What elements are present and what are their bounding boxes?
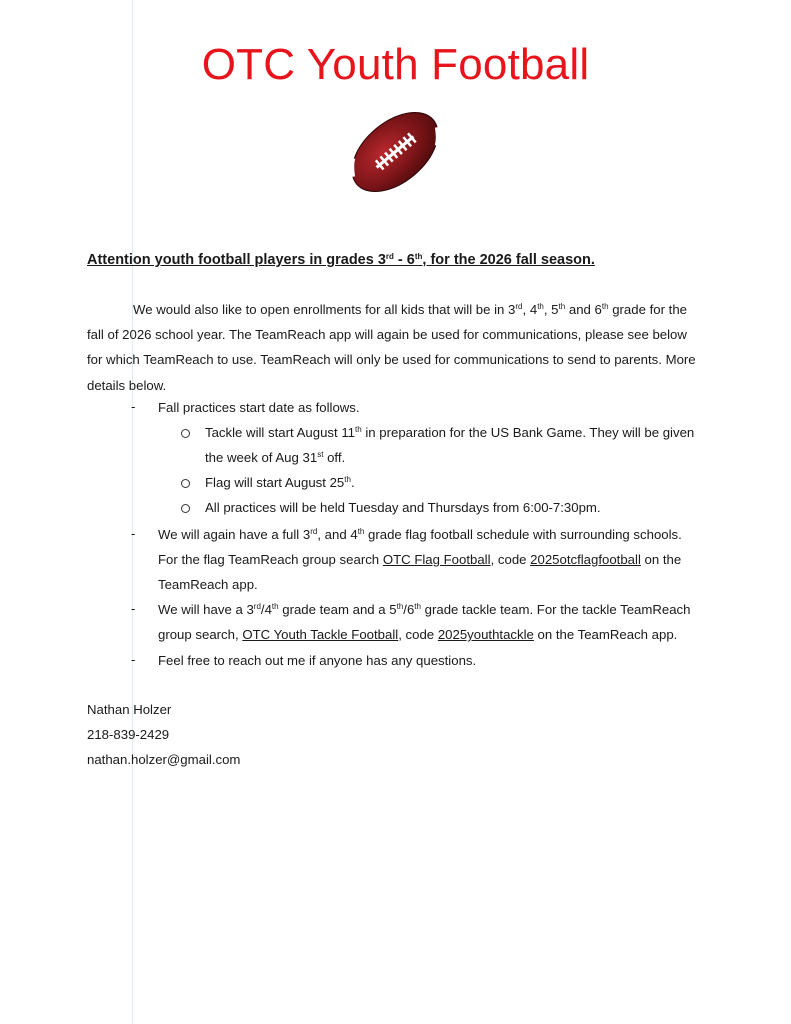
intro-paragraph: We would also like to open enrollments for all kids that will be in 3rd, 4th, 5th and 6th grade for the fall of 2026 school year. The TeamReach app will again be used for communications, please see below for which TeamReach to use. TeamReach will only be used for communications to send to parents. More details below. (87, 302, 696, 393)
signature-email[interactable]: nathan.holzer@gmail.com (87, 752, 241, 767)
attention-heading: Attention youth football players in grades 3rd - 6th, for the 2026 fall season. (87, 252, 595, 268)
bullet-practices: Fall practices start date as follows. (158, 400, 360, 415)
signature-phone: 218-839-2429 (87, 727, 170, 742)
tackle-code: 2025youthtackle (437, 627, 534, 642)
flag-group-link[interactable]: OTC Flag Football (382, 552, 491, 567)
page-title: OTC Youth Football (201, 40, 590, 89)
sub-bullet-circle (181, 504, 190, 513)
sub-bullet-schedule: All practices will be held Tuesday and Thursdays from 6:00-7:30pm. (205, 500, 601, 515)
flag-code: 2025otcflagfootball (530, 552, 641, 567)
bullet-questions: Feel free to reach out me if anyone has any questions. (158, 653, 477, 668)
tackle-group-link[interactable]: OTC Youth Tackle Football (242, 627, 399, 642)
sub-bullet-circle (181, 429, 190, 438)
bullet-flag-schedule: We will again have a full 3rd, and 4th grade flag football schedule with surrounding schools. (158, 527, 682, 542)
sub-bullet-circle (181, 479, 190, 488)
bullet-dash: - (131, 399, 136, 414)
sub-bullet-tackle-cont: the week of Aug 31st off. (205, 450, 346, 465)
bullet-tackle-teams: We will have a 3rd/4th grade team and a 5th/6th grade tackle team. For the tackle TeamReach (158, 602, 691, 617)
bullet-flag-app: TeamReach app. (158, 577, 258, 592)
bullet-dash: - (131, 601, 136, 616)
bullet-dash: - (131, 652, 136, 667)
football-icon (345, 104, 445, 200)
signature-name: Nathan Holzer (87, 702, 172, 717)
sub-bullet-tackle: Tackle will start August 11th in preparation for the US Bank Game. They will be given (205, 425, 695, 440)
scan-artifact-line (131, 0, 136, 1024)
bullet-dash: - (131, 526, 136, 541)
bullet-flag-search: For the flag TeamReach group search OTC Flag Football, code 2025otcflagfootball on the (158, 552, 682, 567)
sub-bullet-flag: Flag will start August 25th. (205, 475, 355, 490)
bullet-tackle-search: group search, OTC Youth Tackle Football, code 2025youthtackle on the TeamReach app. (158, 627, 678, 642)
